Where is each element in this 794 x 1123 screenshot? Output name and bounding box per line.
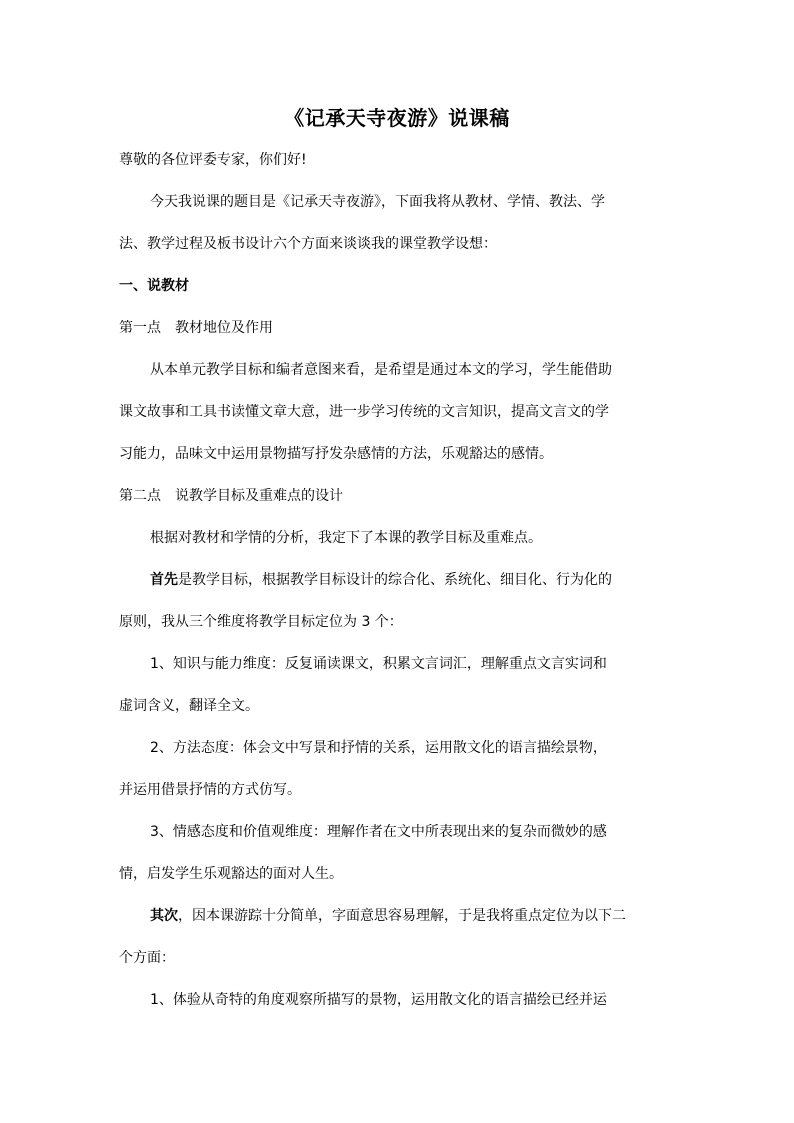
- subsection-heading: 第一点 教材地位及作用: [119, 320, 273, 336]
- paragraph-line: 从本单元教学目标和编者意图来看，是希望是通过本文的学习，学生能借助: [150, 362, 612, 378]
- paragraph-line: 1、体验从奇特的角度观察所描写的景物，运用散文化的语言描绘已经并运: [150, 992, 607, 1008]
- paragraph-line: 个方面：: [119, 950, 175, 966]
- subsection-heading: 第二点 说教学目标及重难点的设计: [119, 488, 343, 504]
- emphasis-text: 首先: [150, 572, 178, 588]
- paragraph-line: 虚词含义，翻译全文。: [119, 698, 259, 714]
- paragraph-line: 根据对教材和学情的分析，我定下了本课的教学目标及重难点。: [150, 530, 542, 546]
- section-heading: 一、说教材: [119, 278, 189, 294]
- paragraph-line: 法、教学过程及板书设计六个方面来谈谈我的课堂教学设想：: [119, 236, 497, 252]
- paragraph-line: [150, 567, 690, 593]
- emphasis-text: 其次: [150, 908, 178, 924]
- document-title: 《记承天寺夜游》说课稿: [284, 106, 510, 130]
- paragraph-line: 1、知识与能力维度：反复诵读课文，积累文言词汇，理解重点文言实词和: [150, 656, 607, 672]
- paragraph-line: 原则，我从三个维度将教学目标定位为 3 个：: [119, 614, 403, 630]
- greeting: 尊敬的各位评委专家，你们好!: [119, 152, 307, 168]
- paragraph-line: 今天我说课的题目是《记承天寺夜游》，下面我将从教材、学情、教法、学: [150, 194, 605, 210]
- paragraph-line: 并运用借景抒情的方式仿写。: [119, 782, 301, 798]
- paragraph-line: 3、情感态度和价值观维度：理解作者在文中所表现出来的复杂而微妙的感: [150, 824, 607, 840]
- paragraph-text: ，因本课游踪十分简单，字面意思容易理解，于是我将重点定位为以下二: [178, 908, 626, 924]
- paragraph-line: 习能力，品味文中运用景物描写抒发杂感情的方法，乐观豁达的感情。: [119, 446, 553, 462]
- paragraph-text: 是教学目标，根据教学目标设计的综合化、系统化、细目化、行为化的: [178, 572, 612, 588]
- paragraph-line: 情，启发学生乐观豁达的面对人生。: [119, 866, 343, 882]
- paragraph-line: 课文故事和工具书读懂文章大意，进一步学习传统的文言知识，提高文言文的学: [119, 404, 609, 420]
- paragraph-line: 2、方法态度：体会文中写景和抒情的关系，运用散文化的语言描绘景物，: [150, 740, 607, 756]
- paragraph-line: [150, 903, 690, 929]
